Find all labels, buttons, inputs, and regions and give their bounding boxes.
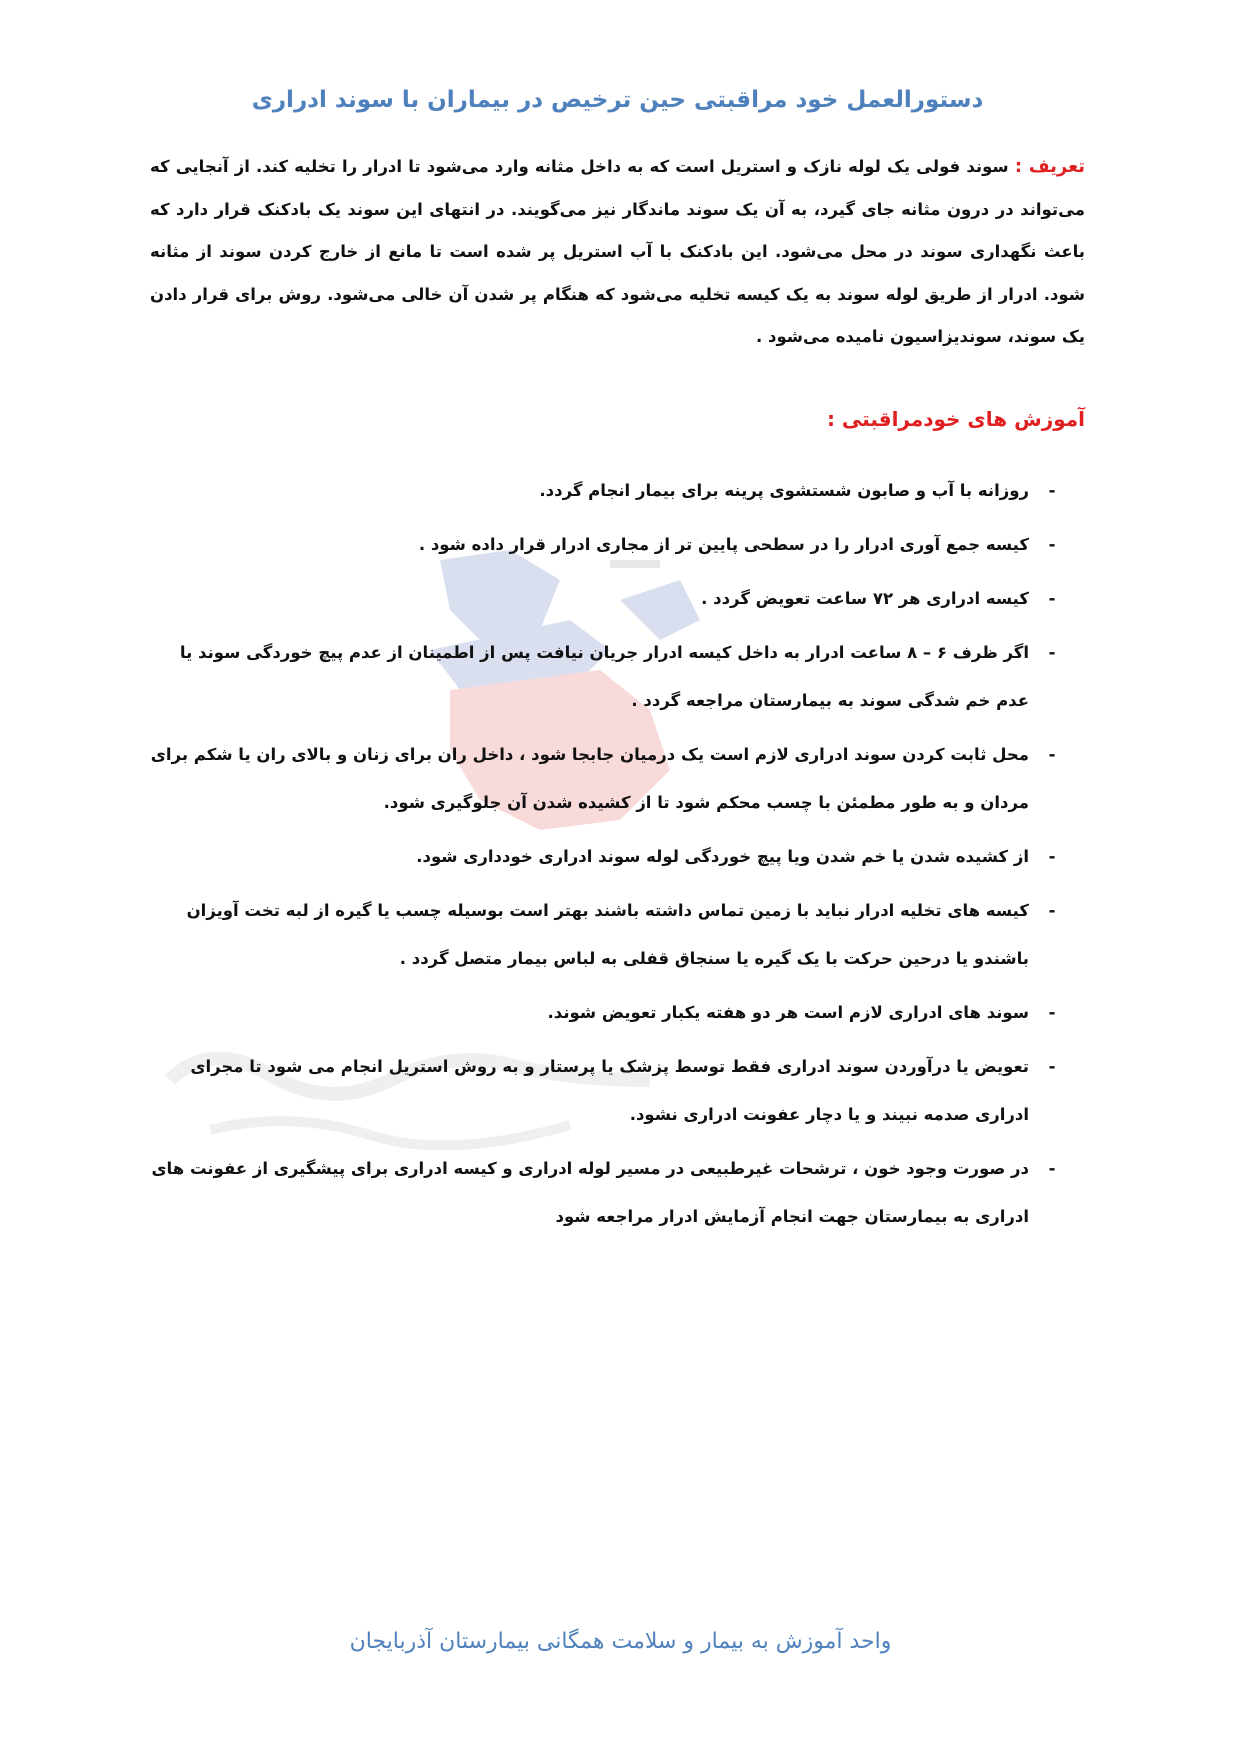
bullet-dash: - [1048,480,1056,500]
definition-text: سوند فولی یک لوله نازک و استریل است که به داخل مثانه وارد می‌شود تا ادرار را تخلیه کند. از آنجایی که می‌تواند در درون مثانه جای گیرد، به آن یک سوند ماندگار نیز می‌گویند. در انتهای این سوند یک بادکنک قرار دارد که باعث نگهداری سوند در محل می‌شود. این بادکنک با آب استریل پر شده است تا مانع از خارج کردن سوند از مثانه شود. ادرار از طریق لوله سوند به یک کیسه تخلیه می‌شود که هنگام پر شدن آن خالی می‌شود. روش برای قرار دادن یک سوند، سوندیزاسیون نامیده می‌شود . [150,157,1085,346]
list-item-text: سوند های ادراری لازم است هر دو هفته یکبار تعویض شوند. [547,1002,1029,1022]
definition-label: تعریف : [1014,156,1086,177]
list-item [150,731,1062,827]
list-item [150,1145,1062,1241]
list-item [150,1043,1062,1139]
list-item [150,887,1062,983]
list-item [150,629,1062,725]
definition-paragraph [150,146,1085,359]
list-item-text: کیسه ادراری هر ۷۲ ساعت تعویض گردد . [701,588,1029,608]
bullet-dash: - [1048,1002,1056,1022]
list-item-text: روزانه با آب و صابون شستشوی پرینه برای بیمار انجام گردد. [539,480,1029,500]
footer-unit-name: واحد آموزش به بیمار و سلامت همگانی بیمارستان آذربایجان [349,1629,892,1654]
list-item [150,467,1062,515]
list-item-text: کیسه های تخلیه ادرار نباید با زمین تماس داشته باشند بهتر است بوسیله چسب یا گیره از لبه تخت آویزان باشندو یا درحین حرکت با یک گیره یا سنجاق قفلی به لباس بیمار متصل گردد . [186,900,1029,968]
list-item [150,575,1062,623]
list-item-text: اگر ظرف ۶ – ۸ ساعت ادرار به داخل کیسه ادرار جریان نیافت پس از اطمینان از عدم پیچ خوردگی سوند یا عدم خم شدگی سوند به بیمارستان مراجعه گردد . [179,642,1029,710]
bullet-dash: - [1048,744,1056,764]
document-title: دستورالعمل خود مراقبتی حین ترخیص در بیماران با سوند ادراری [251,87,984,113]
list-item-text: محل ثابت کردن سوند ادراری لازم است یک درمیان جابجا شود ، داخل ران برای زنان و بالای ران یا شکم برای مردان و به طور مطمئن با چسب محکم شود تا از کشیده شدن آن جلوگیری شود. [150,744,1029,812]
bullet-dash: - [1048,846,1056,866]
list-item [150,833,1062,881]
self-care-list [150,467,1085,1241]
bullet-dash: - [1048,642,1056,662]
list-item [150,989,1062,1037]
list-item [150,521,1062,569]
list-item-text: از کشیده شدن یا خم شدن ویا پیچ خوردگی لوله سوند ادراری خودداری شود. [416,846,1029,866]
bullet-dash: - [1048,588,1056,608]
self-care-heading: آموزش های خودمراقبتی : [826,406,1085,431]
bullet-dash: - [1048,1056,1056,1076]
bullet-dash: - [1048,1158,1056,1178]
list-item-text: در صورت وجود خون ، ترشحات غیرطبیعی در مسیر لوله ادراری و کیسه ادراری برای پیشگیری از عفونت های ادراری به بیمارستان جهت انجام آزمایش ادرار مراجعه شود [151,1158,1029,1226]
document-page [150,80,1085,1247]
list-item-text: کیسه جمع آوری ادرار را در سطحی پایین تر از مجاری ادرار قرار داده شود . [418,534,1029,554]
bullet-dash: - [1048,534,1056,554]
list-item-text: تعویض یا درآوردن سوند ادراری فقط توسط پزشک یا پرستار و به روش استریل انجام می شود تا مجرای ادراری صدمه نبیند و یا دچار عفونت ادراری نشود. [190,1056,1029,1124]
bullet-dash: - [1048,900,1056,920]
